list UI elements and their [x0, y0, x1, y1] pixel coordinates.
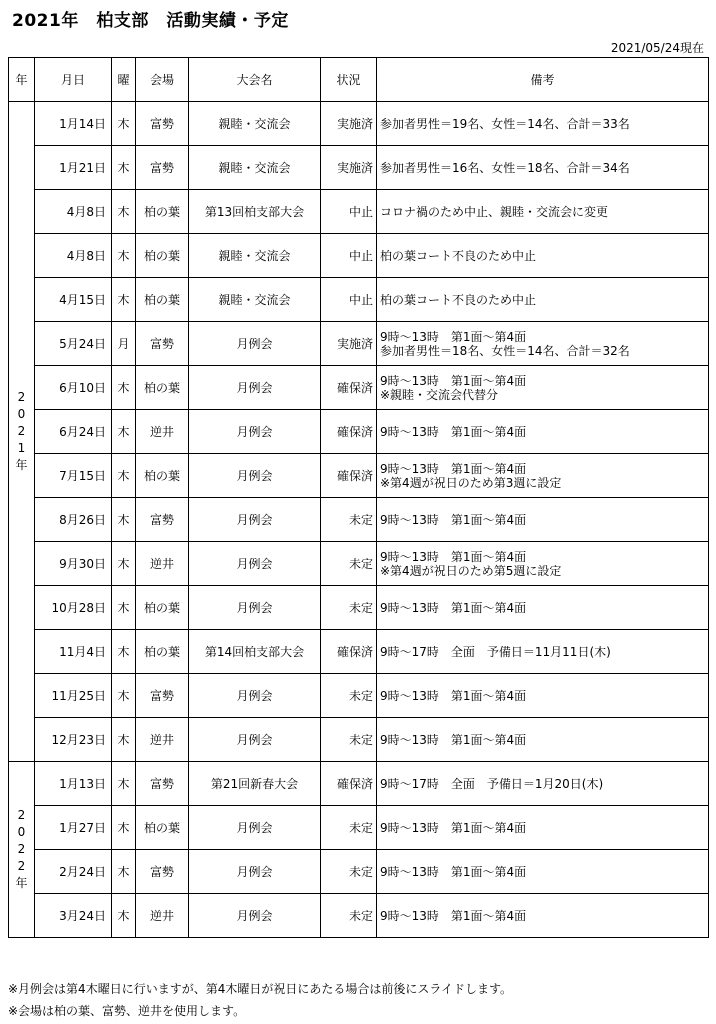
event-cell: 月例会 — [189, 454, 321, 498]
day-cell: 木 — [112, 454, 136, 498]
header-year: 年 — [9, 58, 35, 102]
table-row — [9, 322, 709, 366]
date-cell: 6月10日 — [35, 366, 112, 410]
status-cell: 実施済 — [321, 146, 377, 190]
status-cell: 中止 — [321, 278, 377, 322]
event-cell: 親睦・交流会 — [189, 278, 321, 322]
status-cell: 確保済 — [321, 762, 377, 806]
table-row — [9, 278, 709, 322]
page-title: 2021年 柏支部 活動実績・予定 — [12, 11, 289, 31]
status-cell: 確保済 — [321, 366, 377, 410]
table-row — [9, 674, 709, 718]
table-row — [9, 542, 709, 586]
date-cell: 4月8日 — [35, 234, 112, 278]
year-cell — [9, 762, 35, 938]
remarks-cell: 9時～17時 全面 予備日＝11月11日(木) — [377, 630, 709, 674]
event-cell: 第13回柏支部大会 — [189, 190, 321, 234]
table-row — [9, 586, 709, 630]
remarks-cell: 9時～13時 第1面～第4面 — [377, 850, 709, 894]
status-cell: 確保済 — [321, 630, 377, 674]
event-cell: 月例会 — [189, 806, 321, 850]
header-event: 大会名 — [189, 58, 321, 102]
date-cell: 1月14日 — [35, 102, 112, 146]
note-venues: ※会場は柏の葉、富勢、逆井を使用します。 — [8, 1004, 246, 1018]
venue-cell: 柏の葉 — [136, 366, 189, 410]
table-row — [9, 234, 709, 278]
day-cell: 月 — [112, 322, 136, 366]
year-char: 2 — [17, 859, 26, 873]
remarks-cell: 参加者男性＝16名、女性＝18名、合計＝34名 — [377, 146, 709, 190]
year-char: 2 — [17, 842, 26, 856]
remarks-cell: コロナ禍のため中止、親睦・交流会に変更 — [377, 190, 709, 234]
venue-cell: 富勢 — [136, 146, 189, 190]
day-cell: 木 — [112, 102, 136, 146]
event-cell: 月例会 — [189, 586, 321, 630]
table-row — [9, 894, 709, 938]
year-char: 年 — [15, 458, 28, 472]
table-row — [9, 102, 709, 146]
day-cell: 木 — [112, 630, 136, 674]
day-cell: 木 — [112, 542, 136, 586]
status-cell: 確保済 — [321, 410, 377, 454]
year-char: 0 — [17, 407, 26, 421]
year-cell — [9, 102, 35, 762]
status-cell: 未定 — [321, 674, 377, 718]
remarks-cell: 柏の葉コート不良のため中止 — [377, 234, 709, 278]
as-of-date: 2021/05/24現在 — [610, 41, 704, 55]
remarks-cell: 9時～13時 第1面～第4面 ※第4週が祝日のため第5週に設定 — [377, 542, 709, 586]
year-char: 0 — [17, 825, 26, 839]
date-cell: 3月24日 — [35, 894, 112, 938]
day-cell: 木 — [112, 410, 136, 454]
remarks-cell: 9時～13時 第1面～第4面 — [377, 718, 709, 762]
notes — [8, 978, 512, 1022]
table-header-row — [9, 58, 709, 102]
date-cell: 11月25日 — [35, 674, 112, 718]
status-cell: 確保済 — [321, 454, 377, 498]
date-cell: 1月27日 — [35, 806, 112, 850]
day-cell: 木 — [112, 234, 136, 278]
header-status: 状況 — [321, 58, 377, 102]
date-cell: 4月15日 — [35, 278, 112, 322]
date-cell: 8月26日 — [35, 498, 112, 542]
venue-cell: 柏の葉 — [136, 190, 189, 234]
remarks-cell: 9時～13時 第1面～第4面 — [377, 674, 709, 718]
table-row — [9, 410, 709, 454]
event-cell: 月例会 — [189, 894, 321, 938]
venue-cell: 柏の葉 — [136, 234, 189, 278]
remarks-cell: 参加者男性＝19名、女性＝14名、合計＝33名 — [377, 102, 709, 146]
venue-cell: 富勢 — [136, 322, 189, 366]
venue-cell: 富勢 — [136, 102, 189, 146]
year-char: 2 — [17, 808, 26, 822]
venue-cell: 柏の葉 — [136, 630, 189, 674]
date-cell: 2月24日 — [35, 850, 112, 894]
date-cell: 7月15日 — [35, 454, 112, 498]
remarks-cell: 9時～13時 第1面～第4面 参加者男性＝18名、女性＝14名、合計＝32名 — [377, 322, 709, 366]
venue-cell: 逆井 — [136, 894, 189, 938]
venue-cell: 富勢 — [136, 498, 189, 542]
day-cell: 木 — [112, 674, 136, 718]
event-cell: 第14回柏支部大会 — [189, 630, 321, 674]
event-cell: 親睦・交流会 — [189, 234, 321, 278]
venue-cell: 富勢 — [136, 674, 189, 718]
event-cell: 月例会 — [189, 410, 321, 454]
date-cell: 12月23日 — [35, 718, 112, 762]
date-cell: 6月24日 — [35, 410, 112, 454]
year-char: 年 — [15, 876, 28, 890]
venue-cell: 逆井 — [136, 542, 189, 586]
venue-cell: 富勢 — [136, 850, 189, 894]
event-cell: 親睦・交流会 — [189, 102, 321, 146]
year-char: 2 — [17, 390, 26, 404]
event-cell: 月例会 — [189, 850, 321, 894]
venue-cell: 逆井 — [136, 718, 189, 762]
remarks-cell: 9時～13時 第1面～第4面 — [377, 410, 709, 454]
venue-cell: 柏の葉 — [136, 278, 189, 322]
date-cell: 9月30日 — [35, 542, 112, 586]
remarks-cell: 9時～13時 第1面～第4面 — [377, 498, 709, 542]
date-cell: 4月8日 — [35, 190, 112, 234]
header-day: 曜 — [112, 58, 136, 102]
venue-cell: 逆井 — [136, 410, 189, 454]
remarks-cell: 9時～13時 第1面～第4面 ※第4週が祝日のため第3週に設定 — [377, 454, 709, 498]
schedule-table — [8, 57, 709, 938]
header-date: 月日 — [35, 58, 112, 102]
day-cell: 木 — [112, 718, 136, 762]
status-cell: 未定 — [321, 542, 377, 586]
status-cell: 中止 — [321, 234, 377, 278]
day-cell: 木 — [112, 762, 136, 806]
status-cell: 未定 — [321, 586, 377, 630]
day-cell: 木 — [112, 850, 136, 894]
status-cell: 未定 — [321, 718, 377, 762]
day-cell: 木 — [112, 366, 136, 410]
status-cell: 実施済 — [321, 322, 377, 366]
day-cell: 木 — [112, 806, 136, 850]
remarks-cell: 9時～13時 第1面～第4面 — [377, 586, 709, 630]
day-cell: 木 — [112, 146, 136, 190]
header-remarks: 備考 — [377, 58, 709, 102]
event-cell: 第21回新春大会 — [189, 762, 321, 806]
venue-cell: 富勢 — [136, 762, 189, 806]
status-cell: 未定 — [321, 894, 377, 938]
table-row — [9, 454, 709, 498]
remarks-cell: 柏の葉コート不良のため中止 — [377, 278, 709, 322]
date-cell: 10月28日 — [35, 586, 112, 630]
table-row — [9, 146, 709, 190]
event-cell: 月例会 — [189, 322, 321, 366]
note-monthly: ※月例会は第4木曜日に行いますが、第4木曜日が祝日にあたる場合は前後にスライドします。 — [8, 982, 513, 996]
table-body — [9, 102, 709, 938]
table-row — [9, 850, 709, 894]
status-cell: 未定 — [321, 806, 377, 850]
year-char: 1 — [17, 441, 26, 455]
date-cell: 1月13日 — [35, 762, 112, 806]
year-char: 2 — [17, 424, 26, 438]
remarks-cell: 9時～13時 第1面～第4面 ※親睦・交流会代替分 — [377, 366, 709, 410]
event-cell: 親睦・交流会 — [189, 146, 321, 190]
event-cell: 月例会 — [189, 718, 321, 762]
table-row — [9, 630, 709, 674]
status-cell: 実施済 — [321, 102, 377, 146]
event-cell: 月例会 — [189, 674, 321, 718]
day-cell: 木 — [112, 586, 136, 630]
status-cell: 未定 — [321, 498, 377, 542]
remarks-cell: 9時～17時 全面 予備日＝1月20日(木) — [377, 762, 709, 806]
date-cell: 5月24日 — [35, 322, 112, 366]
day-cell: 木 — [112, 894, 136, 938]
event-cell: 月例会 — [189, 542, 321, 586]
table-row — [9, 190, 709, 234]
table-row — [9, 498, 709, 542]
venue-cell: 柏の葉 — [136, 454, 189, 498]
status-cell: 中止 — [321, 190, 377, 234]
status-cell: 未定 — [321, 850, 377, 894]
date-cell: 11月4日 — [35, 630, 112, 674]
table-row — [9, 762, 709, 806]
table-row — [9, 718, 709, 762]
table-row — [9, 806, 709, 850]
day-cell: 木 — [112, 190, 136, 234]
venue-cell: 柏の葉 — [136, 586, 189, 630]
event-cell: 月例会 — [189, 498, 321, 542]
remarks-cell: 9時～13時 第1面～第4面 — [377, 894, 709, 938]
venue-cell: 柏の葉 — [136, 806, 189, 850]
header-venue: 会場 — [136, 58, 189, 102]
day-cell: 木 — [112, 278, 136, 322]
date-cell: 1月21日 — [35, 146, 112, 190]
table-row — [9, 366, 709, 410]
remarks-cell: 9時～13時 第1面～第4面 — [377, 806, 709, 850]
event-cell: 月例会 — [189, 366, 321, 410]
day-cell: 木 — [112, 498, 136, 542]
